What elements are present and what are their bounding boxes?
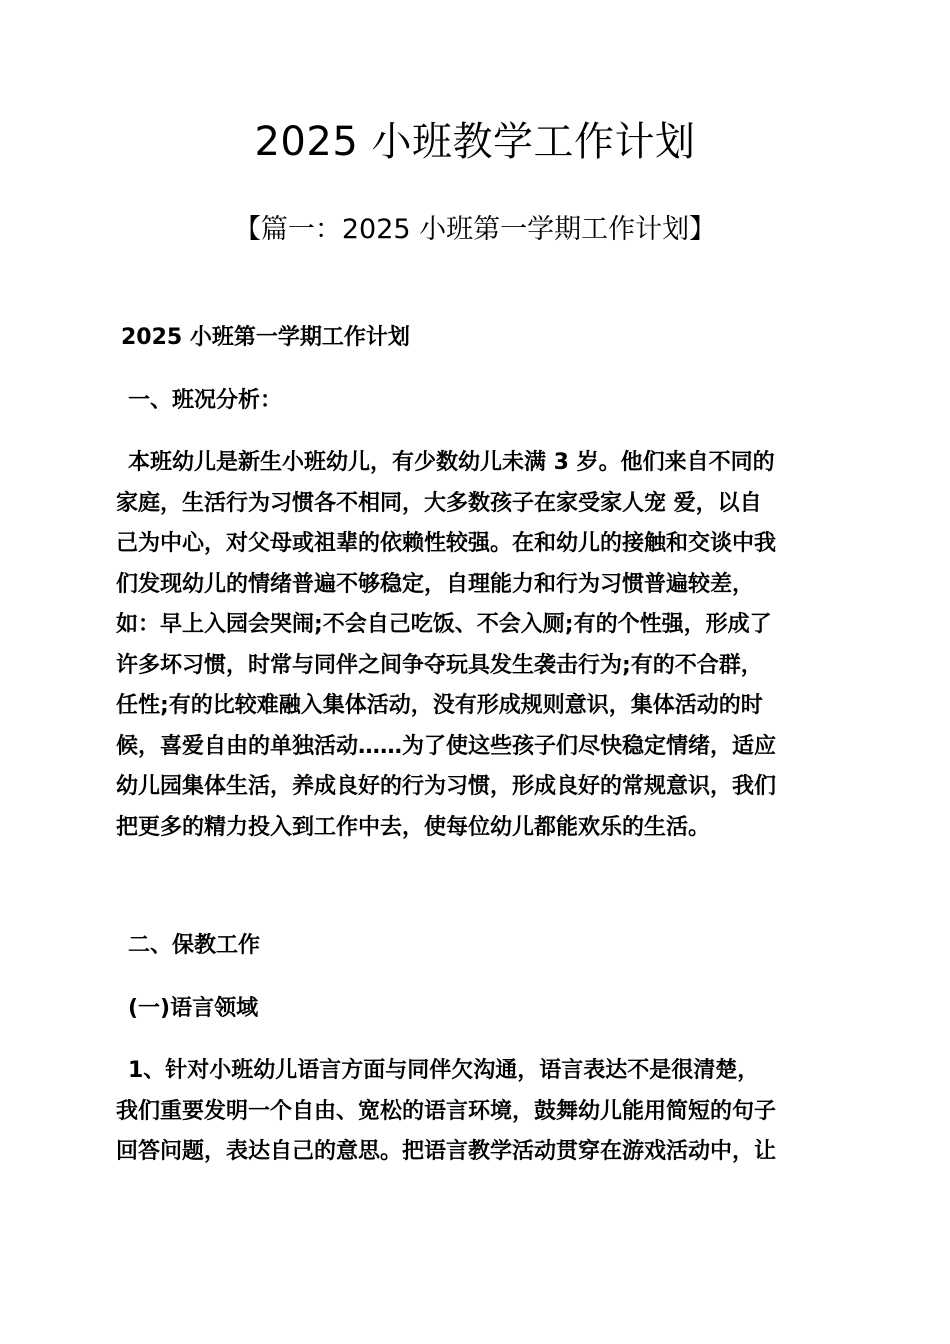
paragraph-line: 家庭，生活行为习惯各不相同，大多数孩子在家受家人宠 爱，以自 bbox=[116, 490, 762, 516]
part2-paragraph bbox=[116, 1051, 838, 1173]
document-title: 2025 小班教学工作计划 bbox=[254, 119, 696, 165]
paragraph-line: 把更多的精力投入到工作中去，使每位幼儿都能欢乐的生活。 bbox=[116, 814, 711, 840]
part1-heading: 一、班况分析： bbox=[128, 388, 283, 413]
paragraph-line: 回答问题，表达自己的意思。把语言教学活动贯穿在游戏活动中，让 bbox=[116, 1139, 777, 1164]
part2-heading: 二、保教工作 bbox=[128, 933, 261, 958]
paragraph-line: 们发现幼儿的情绪普遍不够稳定，自理能力和行为习惯普遍较差， bbox=[116, 571, 755, 597]
paragraph-line: 己为中心，对父母或祖辈的依赖性较强。在和幼儿的接触和交谈中我 bbox=[116, 531, 777, 556]
section-heading: 2025 小班第一学期工作计划 bbox=[121, 325, 410, 350]
paragraph-line: 候，喜爱自由的单独活动……为了使这些孩子们尽快稳定情绪，适应 bbox=[116, 733, 777, 759]
paragraph-line: 如：早上入园会哭闹;不会自己吃饭、不会入厕;有的个性强，形成了 bbox=[116, 612, 772, 637]
part1-paragraph bbox=[116, 443, 838, 848]
paragraph-line: 任性;有的比较难融入集体活动，没有形成规则意识，集体活动的时 bbox=[116, 693, 763, 718]
paragraph-line: 幼儿园集体生活，养成良好的行为习惯，形成良好的常规意识，我们 bbox=[116, 774, 777, 799]
paragraph-line: 1、针对小班幼儿语言方面与同伴欠沟通，语言表达不是很清楚， bbox=[128, 1058, 760, 1083]
paragraph-line: 我们重要发明一个自由、宽松的语言环境，鼓舞幼儿能用简短的句子 bbox=[116, 1098, 777, 1124]
document-subtitle: 【篇一：2025 小班第一学期工作计划】 bbox=[233, 214, 717, 245]
paragraph-line: 本班幼儿是新生小班幼儿，有少数幼儿未满 3 岁。他们来自不同的 bbox=[128, 450, 775, 475]
part2-sub-heading: (一)语言领域 bbox=[128, 996, 259, 1021]
paragraph-line: 许多坏习惯，时常与同伴之间争夺玩具发生袭击行为;有的不合群， bbox=[116, 652, 763, 678]
